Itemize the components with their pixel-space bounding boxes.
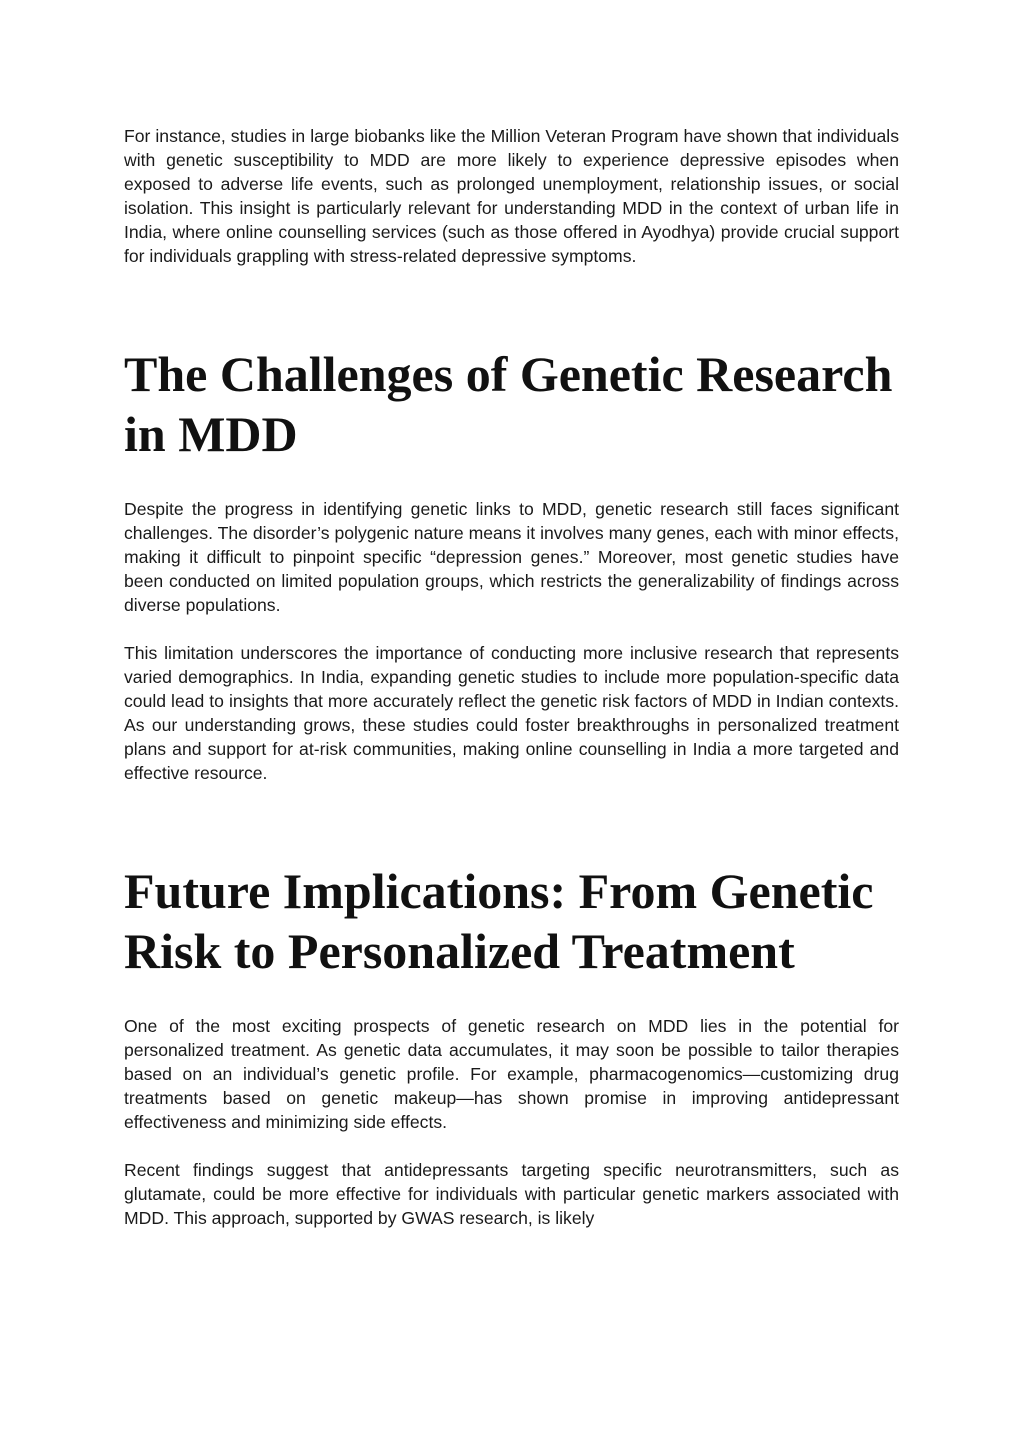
body-paragraph: This limitation underscores the importance of conducting more inclusive research that represents varied demographics. In India, expanding genetic studies to include more population-specific data could lead to insights that more accurately reflect the genetic risk factors of MDD in Indian contexts. As our understanding grows, these studies could foster breakthroughs in personalized treatment plans and support for at-risk communities, making online counselling in India a more targeted and effective resource. [124,643,899,783]
section-heading: The Challenges of Genetic Research in MDD [124,346,893,462]
body-paragraph: Recent findings suggest that antidepressants targeting specific neurotransmitters, such as glutamate, could be more effective for individuals with particular genetic markers associated with MDD. This approach, supported by GWAS research, is likely [124,1160,899,1228]
body-paragraph: Despite the progress in identifying genetic links to MDD, genetic research still faces significant challenges. The disorder’s polygenic nature means it involves many genes, each with minor effects, making it difficult to pinpoint specific “depression genes.” Moreover, most genetic studies have been conducted on limited population groups, which restricts the generalizability of findings across diverse populations. [124,499,899,615]
body-paragraph: One of the most exciting prospects of genetic research on MDD lies in the potential for personalized treatment. As genetic data accumulates, it may soon be possible to tailor therapies based on an individual’s genetic profile. For example, pharmacogenomics—customizing drug treatments based on genetic makeup—has shown promise in improving antidepressant effectiveness and minimizing side effects. [124,1016,899,1132]
section-heading: Future Implications: From Genetic Risk to Personalized Treatment [124,863,874,979]
body-paragraph: For instance, studies in large biobanks like the Million Veteran Program have shown that individuals with genetic susceptibility to MDD are more likely to experience depressive episodes when exposed to adverse life events, such as prolonged unemployment, relationship issues, or social isolation. This insight is particularly relevant for understanding MDD in the context of urban life in India, where online counselling services (such as those offered in Ayodhya) provide crucial support for individuals grappling with stress-related depressive symptoms. [124,126,899,266]
document-page [124,124,899,1230]
